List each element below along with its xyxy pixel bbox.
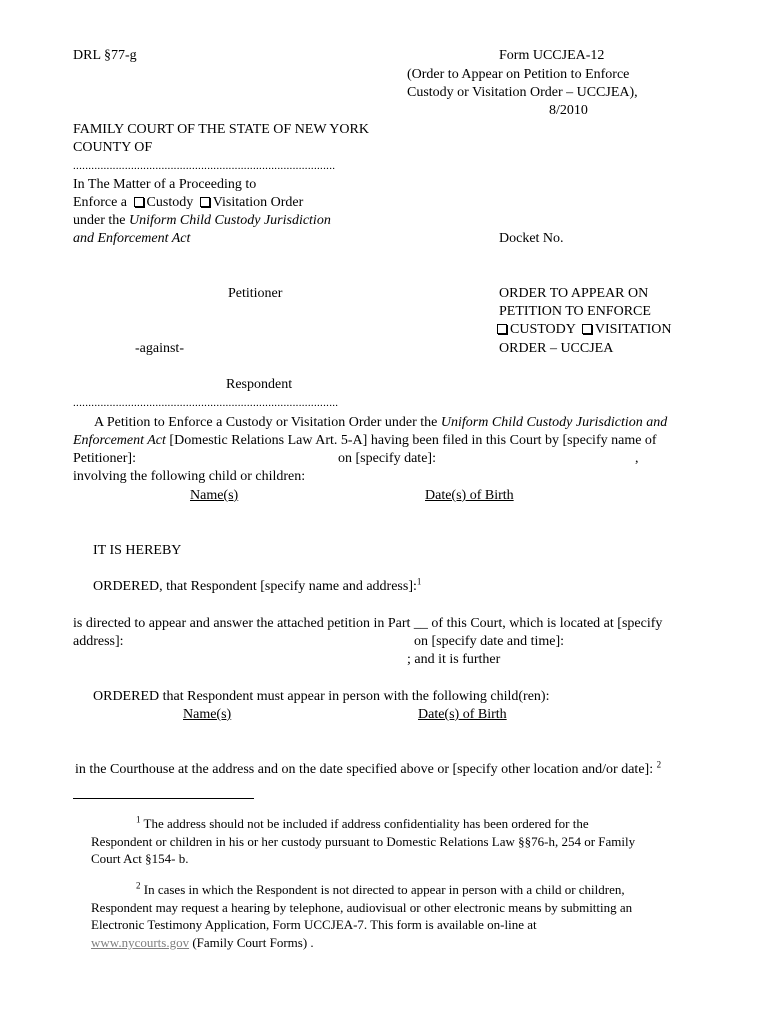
children-intro: involving the following child or children:: [73, 469, 306, 484]
footnote-2-tail: (Family Court Forms) .: [192, 935, 314, 950]
address-field[interactable]: address]:: [73, 634, 124, 649]
under-text: under the: [73, 213, 126, 228]
custody-label: Custody: [146, 195, 194, 210]
footnote-1-text-1: The address should not be included if address confidentiality has been ordered for the: [143, 816, 589, 831]
statute-reference: DRL §77-g: [73, 48, 137, 63]
footnote-1-line-1: [136, 815, 589, 833]
court-name: FAMILY COURT OF THE STATE OF NEW YORK: [73, 122, 369, 137]
directed-line-1: is directed to appear and answer the attached petition in Part __ of this Court, which is located at [specify: [73, 616, 663, 631]
form-number: Form UCCJEA-12: [499, 48, 605, 63]
against-label: -against-: [135, 341, 184, 356]
footnote-2-line-3: Electronic Testimony Application, Form UCCJEA-7. This form is available on-line at: [91, 917, 537, 932]
petition-act-b: Enforcement Act: [73, 433, 166, 448]
matter-line-1: In The Matter of a Proceeding to: [73, 177, 257, 192]
names-column-header: Name(s): [190, 488, 239, 503]
order-title-line-3: [497, 321, 672, 339]
footnote-2-line-1: [136, 881, 625, 899]
enforce-a-text: Enforce a: [73, 195, 128, 210]
visitation-checkbox[interactable]: [200, 197, 210, 207]
footnote-ref-1[interactable]: 1: [416, 576, 422, 587]
form-date: 8/2010: [549, 103, 588, 118]
respondent-label: Respondent: [226, 377, 293, 392]
order-title-line-1: ORDER TO APPEAR ON: [499, 286, 649, 301]
form-description-line-1: (Order to Appear on Petition to Enforce: [407, 67, 630, 82]
footnote-separator: [73, 798, 254, 799]
footnote-2-text-1: In cases in which the Respondent is not directed to appear in person with a child or children,: [143, 882, 625, 897]
it-is-hereby: IT IS HEREBY: [93, 543, 182, 558]
petition-text-b: [Domestic Relations Law Art. 5-A] having been filed in this Court by [specify name of: [169, 433, 657, 448]
footnote-2-line-2: Respondent may request a hearing by telephone, audiovisual or other electronic means by submitting an: [91, 900, 633, 915]
ordered-respondent-text: ORDERED, that Respondent [specify name and address]:: [93, 579, 417, 594]
title-visitation-checkbox[interactable]: [582, 324, 592, 334]
petition-date-field[interactable]: on [specify date]:: [338, 451, 436, 466]
petition-line-1: [94, 414, 667, 432]
act-line-1: [73, 212, 331, 230]
petition-text-a: A Petition to Enforce a Custody or Visitation Order under the: [94, 415, 438, 430]
title-custody-label: CUSTODY: [510, 322, 576, 337]
petitioner-name-field[interactable]: Petitioner]:: [73, 451, 136, 466]
visitation-label: Visitation Order: [212, 195, 304, 210]
act-name-part-2: and Enforcement Act: [73, 231, 191, 246]
title-custody-checkbox[interactable]: [497, 324, 507, 334]
footnote-1-line-3: Court Act §154- b.: [91, 851, 189, 866]
courthouse-text: in the Courthouse at the address and on the date specified above or [specify other location and/or date]:: [75, 762, 654, 777]
petition-comma: ,: [635, 451, 639, 466]
footnote-2-line-4: [91, 934, 314, 952]
appearance-date-field[interactable]: on [specify date and time]:: [414, 634, 565, 649]
enforce-line: [73, 194, 303, 212]
footnote-1-line-2: Respondent or children in his or her custody pursuant to Domestic Relations Law §§76-h, 254 or Family: [91, 834, 636, 849]
dob-column-header: Date(s) of Birth: [425, 488, 514, 503]
custody-checkbox[interactable]: [134, 197, 144, 207]
further-text: ; and it is further: [407, 652, 501, 667]
petition-act-a: Uniform Child Custody Jurisdiction and: [440, 415, 668, 430]
county-label: COUNTY OF: [73, 140, 153, 155]
ordered-in-person-line: ORDERED that Respondent must appear in person with the following child(ren):: [93, 689, 550, 704]
courthouse-line[interactable]: [75, 761, 661, 779]
order-title-line-4: ORDER – UCCJEA: [499, 341, 614, 356]
footnote-1-number: 1: [136, 814, 141, 825]
act-name-part-1: Uniform Child Custody Jurisdiction: [128, 213, 331, 228]
petitioner-label: Petitioner: [228, 286, 283, 301]
footnote-ref-2[interactable]: 2: [656, 759, 662, 770]
order-title-line-2: PETITION TO ENFORCE: [499, 304, 651, 319]
ordered-respondent-line[interactable]: [93, 578, 421, 596]
form-description-line-2: Custody or Visitation Order – UCCJEA),: [407, 85, 638, 100]
county-fill-line[interactable]: ......................................................................................: [73, 160, 336, 172]
nycourts-link[interactable]: www.nycourts.gov: [91, 935, 190, 950]
petition-line-2: [73, 432, 657, 450]
footnote-2-number: 2: [136, 880, 141, 891]
caption-divider: .......................................................................................: [73, 397, 339, 409]
title-visitation-label: VISITATION: [594, 322, 672, 337]
names-column-header-2: Name(s): [183, 707, 232, 722]
docket-number-label: Docket No.: [499, 231, 564, 246]
dob-column-header-2: Date(s) of Birth: [418, 707, 507, 722]
